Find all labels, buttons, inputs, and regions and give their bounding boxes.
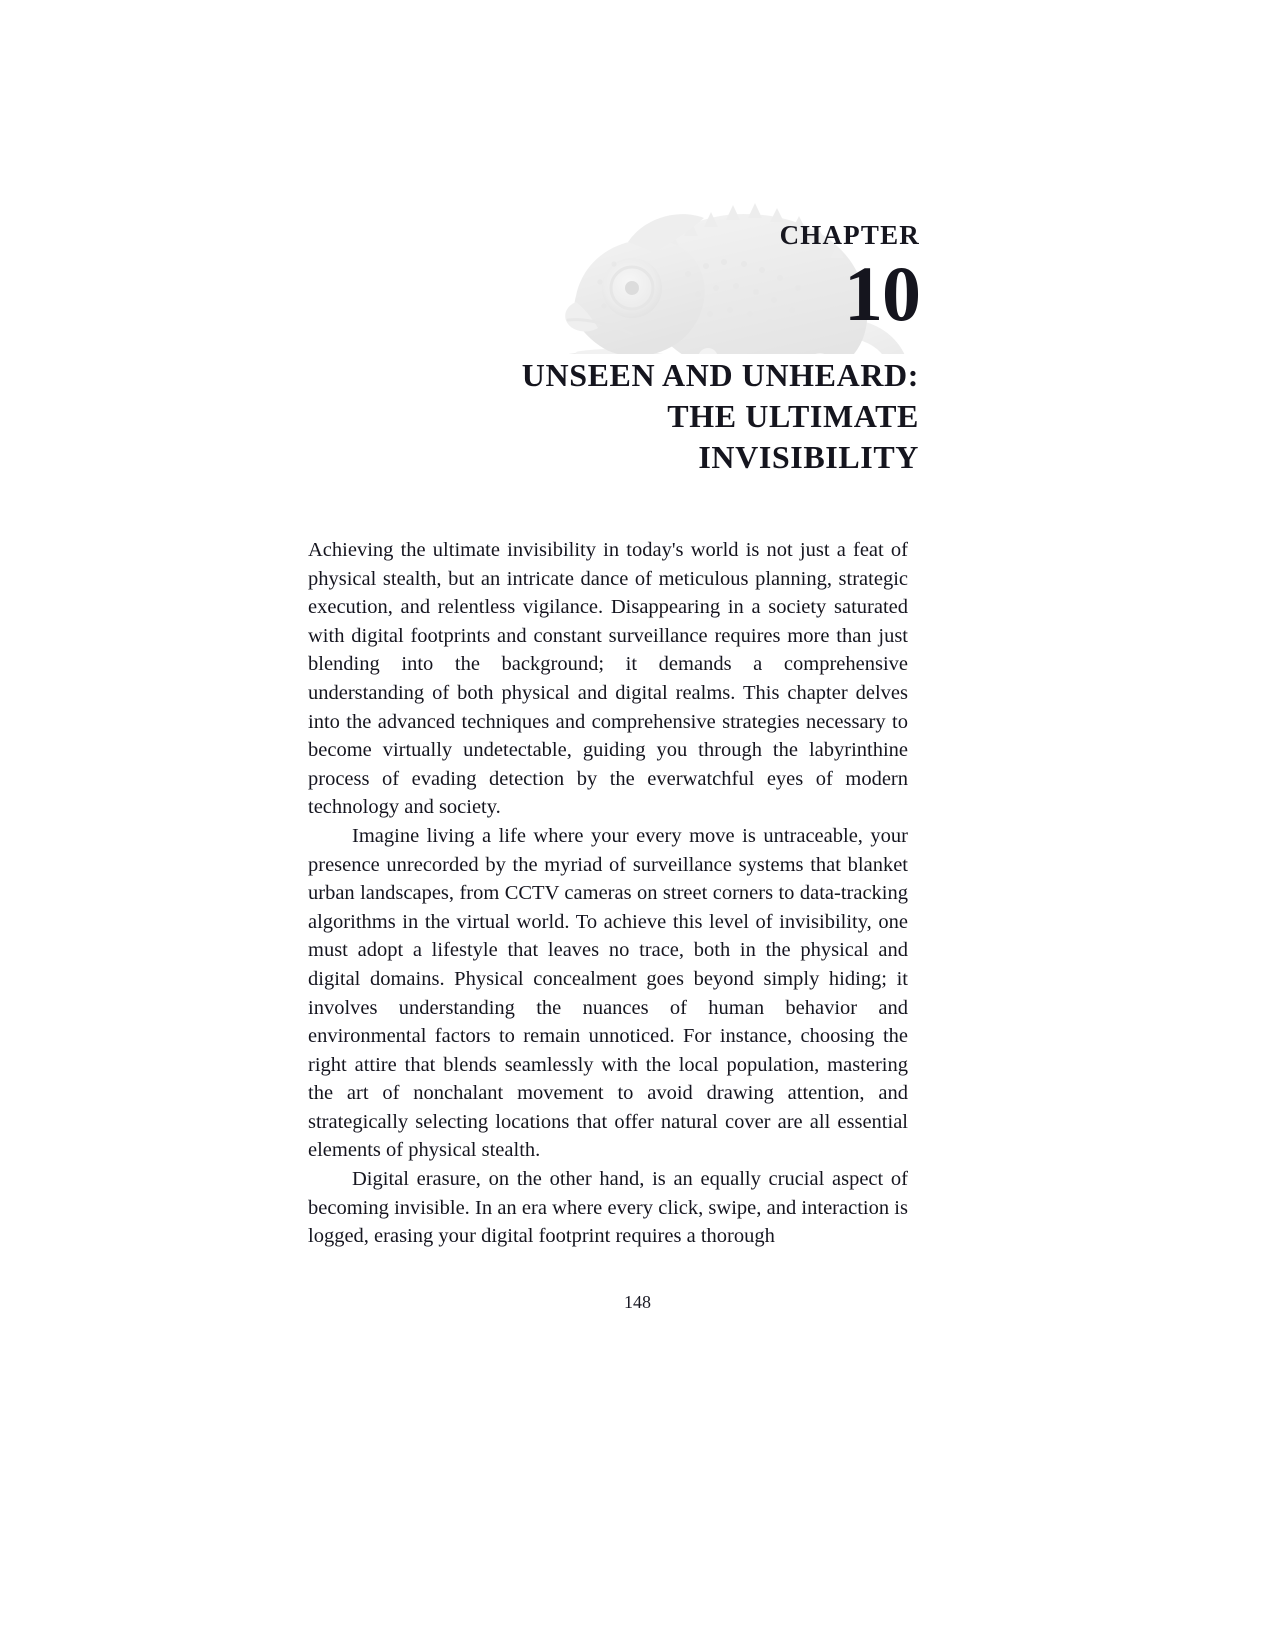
chapter-label: CHAPTER xyxy=(779,220,920,250)
chapter-number: 10 xyxy=(844,250,920,337)
paragraph: Imagine living a life where your every move is untraceable, your presence unrecorded by the myriad of surveillance systems that blanket urban landscapes, from CCTV cameras on street corners to data-tracking algorithms in the virtual world. To achieve this level of invisibility, one must adopt a lifestyle that leaves no trace, both in the physical and digital domains. Physical concealment goes beyond simply hiding; it involves understanding the nuances of human behavior and environmental factors to remain unnoticed. For instance, choosing the right attire that blends seamlessly with the local population, mastering the art of nonchalant movement to avoid drawing attention, and strategically selecting locations that offer natural cover are all essential elements of physical stealth. xyxy=(308,824,908,1162)
paragraph: Achieving the ultimate invisibility in today's world is not just a feat of physical stealth, but an intricate dance of meticulous planning, strategic execution, and relentless vigilance. Disappearing in a society saturated with digital footprints and constant surveillance requires more than just blending into the background; it demands a comprehensive understanding of both physical and digital realms. This chapter delves into the advanced techniques and comprehensive strategies necessary to become virtually undetectable, guiding you through the labyrinthine process of evading detection by the everwatchful eyes of modern technology and society. xyxy=(308,539,908,819)
chapter-header xyxy=(300,150,920,500)
page-number: 148 xyxy=(624,1292,651,1312)
chapter-title-line-2: THE ULTIMATE xyxy=(667,397,919,434)
paragraph: Digital erasure, on the other hand, is an equally crucial aspect of becoming invisible. In an era where every click, swipe, and interaction is logged, erasing your digital footprint requires a thorough xyxy=(308,1168,908,1248)
chapter-title-line-3: INVISIBILITY xyxy=(698,438,919,475)
chapter-title-line-1: UNSEEN AND UNHEARD: xyxy=(521,357,919,393)
body-text xyxy=(308,536,908,1251)
chapter-title xyxy=(300,355,920,478)
